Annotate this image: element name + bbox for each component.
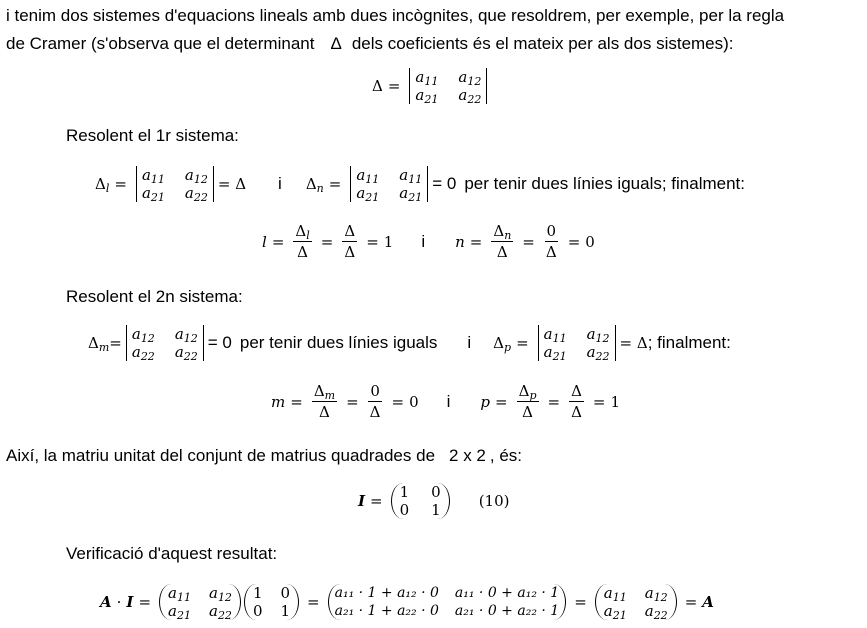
intro-line-2-end: dels coeficients és el mateix per als dos sistemes): [351, 34, 734, 53]
equals-sign: = [495, 392, 508, 411]
equals-sign: = [547, 392, 561, 411]
matrix-a: A [100, 593, 112, 611]
matrix-cell: 1 [399, 483, 410, 501]
intro-line-2 [6, 34, 734, 54]
intro-line-2-start: de Cramer (s'observa que el determinant [6, 34, 315, 53]
matrix-a-final: A [702, 593, 714, 611]
conjunction-i: i [446, 391, 451, 411]
fraction-zero-over-delta: $\frac{0}{\Delta}$ [369, 382, 381, 421]
equals-sign: = [320, 232, 334, 251]
fraction-delta-l-over-delta: $\frac{\Delta_l}{\Delta}$ [295, 222, 310, 261]
equation-second-system [88, 325, 731, 361]
variable-n: n [455, 232, 465, 251]
matrix-a-result: $a_{11}$ $a_{12}$ $a_{21}$ $a_{22}$ [595, 584, 677, 620]
det-cell: $a_{11}$ [415, 68, 439, 88]
result-one: 1 [610, 392, 621, 411]
equals-sign: = [387, 77, 401, 95]
fraction-delta-n-over-delta: $\frac{\Delta_n}{\Delta}$ [493, 222, 512, 261]
determinant-delta-l: $a_{11}$ $a_{12}$ $a_{21}$ $a_{22}$ [136, 166, 214, 202]
product-cell: a₂₁ · 1 + a₂₂ · 0 [334, 603, 439, 619]
matrix-cell: 1 [431, 501, 441, 519]
identity-intro [6, 446, 522, 466]
equals-sign: = [522, 232, 535, 251]
equals-sign: = [138, 593, 152, 611]
determinant-delta-n: $a_{11}$ $a_{11}$ $a_{21}$ $a_{21}$ [350, 166, 428, 202]
verification-heading: Verificació d'aquest resultat: [66, 544, 278, 563]
result-one: 1 [383, 232, 394, 251]
equals-sign: = [684, 593, 698, 611]
equals-sign: = [567, 232, 581, 251]
identity-matrix: 1 0 0 1 [244, 584, 299, 620]
product-cell: a₁₁ · 1 + a₁₂ · 0 [334, 585, 439, 601]
identity-intro-text: Així, la matriu unitat del conjunt de matrius quadrades de [6, 446, 436, 465]
equals-sign: = [109, 334, 122, 352]
fraction-zero-over-delta: $\frac{0}{\Delta}$ [545, 222, 557, 261]
second-system-heading: Resolent el 2n sistema: [66, 287, 243, 306]
equation-verification [100, 584, 714, 620]
variable-m: m [271, 392, 286, 411]
equation-number: (10) [478, 492, 510, 510]
finalment-text: ; finalment: [647, 333, 731, 352]
intro-line-1: i tenim dos sistemes d'equacions lineals amb dues incògnites, que resoldrem, per exemple, per la regla [6, 6, 785, 25]
det-cell: $a_{21}$ [415, 86, 439, 106]
equals-zero: = 0 [432, 174, 457, 193]
matrix-a-entries: $a_{11}$ $a_{12}$ $a_{21}$ $a_{22}$ [159, 584, 241, 620]
first-system-note: per tenir dues línies iguals; finalment: [464, 174, 745, 193]
equals-sign: = [290, 392, 303, 411]
equals-delta: = Δ [217, 175, 247, 193]
delta-lhs: Δ [372, 77, 383, 95]
det-cell: $a_{22}$ [458, 86, 482, 106]
dot-operator: · [116, 593, 122, 611]
fraction-delta-p-over-delta: $\frac{\Delta_p}{\Delta}$ [518, 382, 537, 421]
equals-sign: = [114, 175, 127, 193]
result-zero: 0 [585, 232, 595, 251]
equals-sign: = [391, 392, 405, 411]
variable-p: p [480, 392, 491, 411]
second-system-note: per tenir dues línies iguals [239, 333, 438, 352]
identity-symbol: I [358, 492, 366, 510]
result-zero: 0 [409, 392, 419, 411]
equals-sign: = [370, 492, 383, 510]
det-cell: $a_{12}$ [458, 68, 482, 88]
equals-sign: = [469, 232, 483, 251]
equals-zero: = 0 [207, 333, 232, 352]
variable-l: l [262, 232, 267, 251]
equation-first-system [95, 166, 745, 202]
equation-delta [372, 68, 491, 104]
matrix-cell: 0 [399, 501, 410, 519]
equals-sign: = [271, 232, 285, 251]
conjunction-i: i [278, 174, 282, 193]
conjunction-i: i [467, 333, 472, 352]
delta-n: $\Delta_n$ [305, 175, 324, 195]
product-cell: a₁₁ · 0 + a₁₂ · 1 [454, 585, 560, 601]
equals-sign: = [307, 593, 320, 611]
delta-m: $\Delta_m$ [88, 334, 110, 354]
fraction-delta-m-over-delta: $\frac{\Delta_m}{\Delta}$ [313, 382, 336, 421]
fraction-delta-over-delta: $\frac{\Delta}{\Delta}$ [571, 382, 582, 421]
equals-sign: = [592, 392, 606, 411]
conjunction-i: i [421, 231, 426, 251]
delta-symbol: Δ [330, 34, 342, 53]
determinant-delta [409, 68, 487, 104]
fraction-delta-over-delta: $\frac{\Delta}{\Delta}$ [344, 222, 356, 261]
first-system-heading: Resolent el 1r sistema: [66, 126, 239, 145]
delta-l: $\Delta_l$ [95, 175, 110, 195]
matrix-dimension: 2 x 2 [449, 446, 486, 465]
identity-intro-end: , és: [489, 446, 523, 465]
identity-matrix [391, 483, 450, 519]
equals-sign: = [328, 175, 342, 193]
delta-p: $\Delta_p$ [493, 334, 512, 354]
equation-identity [358, 483, 510, 519]
equals-sign: = [574, 593, 587, 611]
product-matrix [328, 584, 567, 620]
equation-second-result [271, 382, 620, 421]
determinant-delta-m: $a_{12}$ $a_{12}$ $a_{22}$ $a_{22}$ [126, 325, 204, 361]
equals-sign: = [346, 392, 359, 411]
identity-symbol: I [126, 593, 134, 611]
product-cell: a₂₁ · 0 + a₂₂ · 1 [454, 603, 560, 619]
matrix-cell: 0 [431, 483, 441, 501]
equation-first-result [262, 222, 595, 261]
equals-sign: = [516, 334, 529, 352]
determinant-delta-p: $a_{11}$ $a_{12}$ $a_{21}$ $a_{22}$ [538, 325, 616, 361]
equals-delta: = Δ [619, 334, 648, 352]
equals-sign: = [366, 232, 379, 251]
